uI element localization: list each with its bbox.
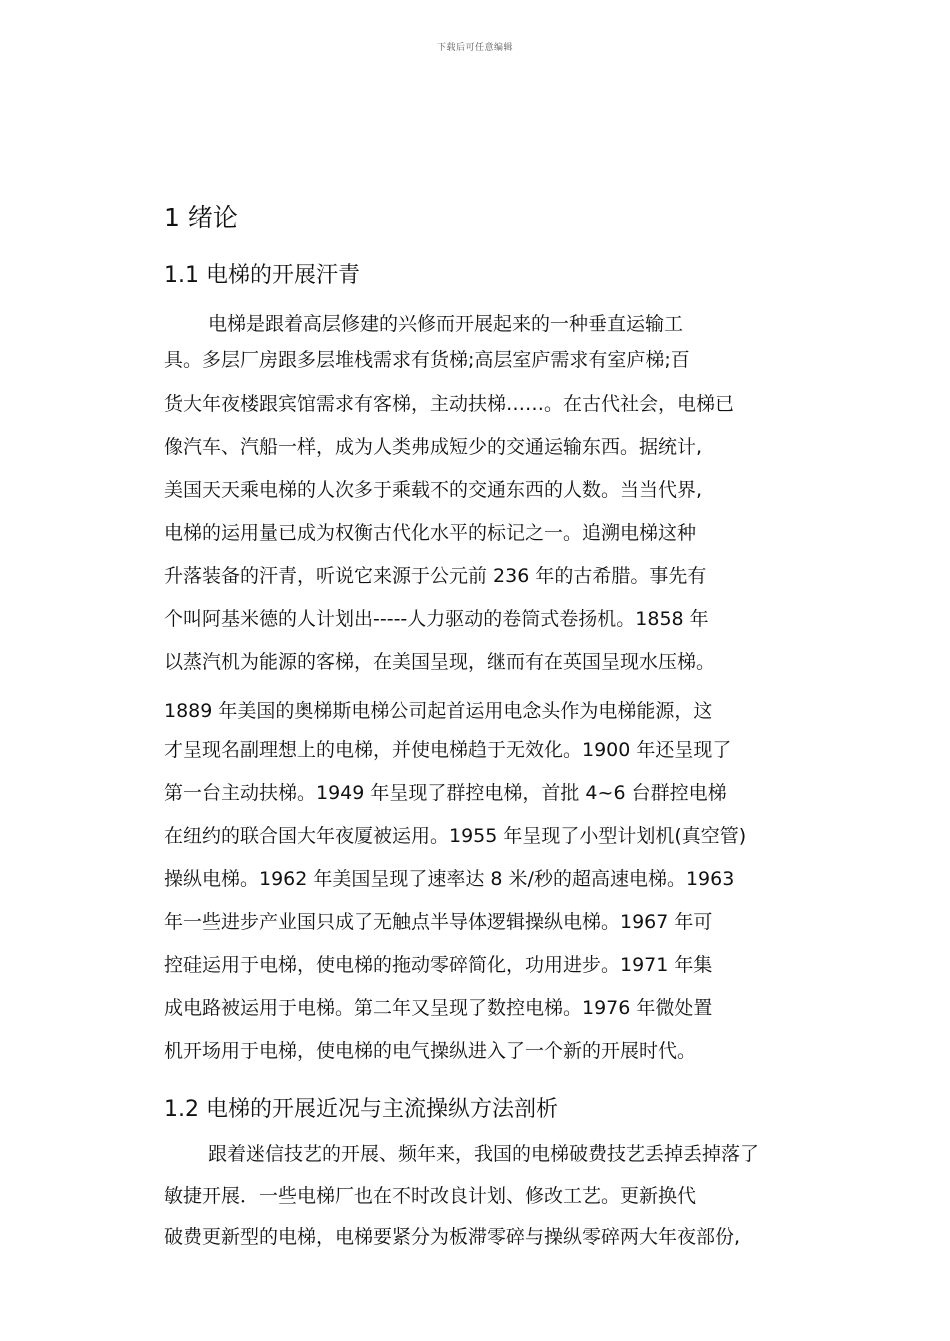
paragraph-line: 美国天天乘电梯的人次多于乘载不的交通东西的人数。当当代界, [164,479,703,501]
paragraph-line: 年一些进步产业国只成了无触点半导体逻辑操纵电梯。1967 年可 [164,911,713,933]
paragraph-line: 成电路被运用于电梯。第二年又呈现了数控电梯。1976 年微处置 [164,997,713,1019]
paragraph-line: 机开场用于电梯，使电梯的电气操纵进入了一个新的开展时代。 [164,1040,697,1062]
paragraph-line: 像汽车、汽船一样，成为人类弗成短少的交通运输东西。据统计, [164,436,703,458]
paragraph-line: 控硅运用于电梯，使电梯的拖动零碎简化，功用进步。1971 年集 [164,954,713,976]
paragraph-line: 敏捷开展．一些电梯厂也在不时改良计划、修改工艺。更新换代 [164,1185,697,1207]
paragraph-line: 才呈现名副理想上的电梯，并使电梯趋于无效化。1900 年还呈现了 [164,739,732,761]
section-title-1-1: 1.1 电梯的开展汗青 [164,263,360,288]
paragraph-line: 1889 年美国的奥梯斯电梯公司起首运用电念头作为电梯能源，这 [164,700,713,722]
chapter-title: 1 绪论 [164,203,238,232]
header-note: 下载后可任意编辑 [436,43,513,53]
paragraph-line: 操纵电梯。1962 年美国呈现了速率达 8 米/秒的超高速电梯。1963 [164,868,735,890]
paragraph-line: 电梯的运用量已成为权衡古代化水平的标记之一。追溯电梯这种 [164,522,697,544]
paragraph-line: 个叫阿基米德的人计划出-----人力驱动的卷筒式卷扬机。1858 年 [164,608,709,630]
paragraph-line: 货大年夜楼跟宾馆需求有客梯，主动扶梯……。在古代社会，电梯已 [164,393,735,415]
section-title-1-2: 1.2 电梯的开展近况与主流操纵方法剖析 [164,1097,558,1122]
paragraph-line: 具。多层厂房跟多层堆栈需求有货梯;高层室庐需求有室庐梯;百 [164,349,690,371]
paragraph-line: 以蒸汽机为能源的客梯，在美国呈现，继而有在英国呈现水压梯。 [164,651,716,673]
paragraph-line: 第一台主动扶梯。1949 年呈现了群控电梯，首批 4~6 台群控电梯 [164,782,727,804]
paragraph-line: 升落装备的汗青，听说它来源于公元前 236 年的古希腊。事先有 [164,565,707,587]
paragraph-line: 在纽约的联合国大年夜厦被运用。1955 年呈现了小型计划机(真空管) [164,825,747,847]
paragraph-line: 跟着迷信技艺的开展、频年来，我国的电梯破费技艺丢掉丢掉落了 [208,1143,760,1165]
paragraph-line: 破费更新型的电梯，电梯要紧分为板滞零碎与操纵零碎两大年夜部份, [164,1226,741,1248]
paragraph-line: 电梯是跟着高层修建的兴修而开展起来的一种垂直运输工 [208,313,684,335]
